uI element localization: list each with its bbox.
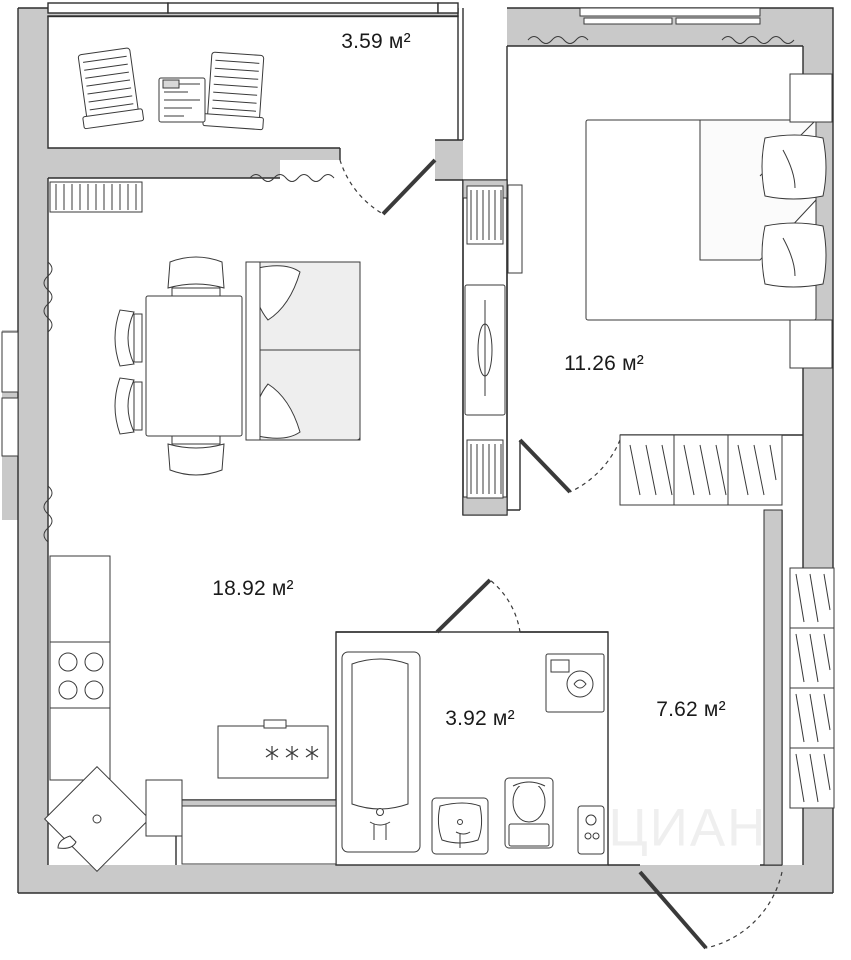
room-label-bathroom: 3.92 м² [445,707,515,730]
room-label-living-kitchen: 18.92 м² [212,577,294,600]
watermark: ЦИАН [608,798,768,858]
balcony-furniture [74,47,268,130]
room-label-balcony: 3.59 м² [341,30,411,53]
room-label-hallway: 7.62 м² [656,698,726,721]
corridor-closet [465,185,522,498]
hallway-furniture [790,568,834,808]
bathroom-fixtures [342,652,604,854]
room-label-bedroom: 11.26 м² [564,352,644,375]
living-room-furniture [44,182,360,871]
